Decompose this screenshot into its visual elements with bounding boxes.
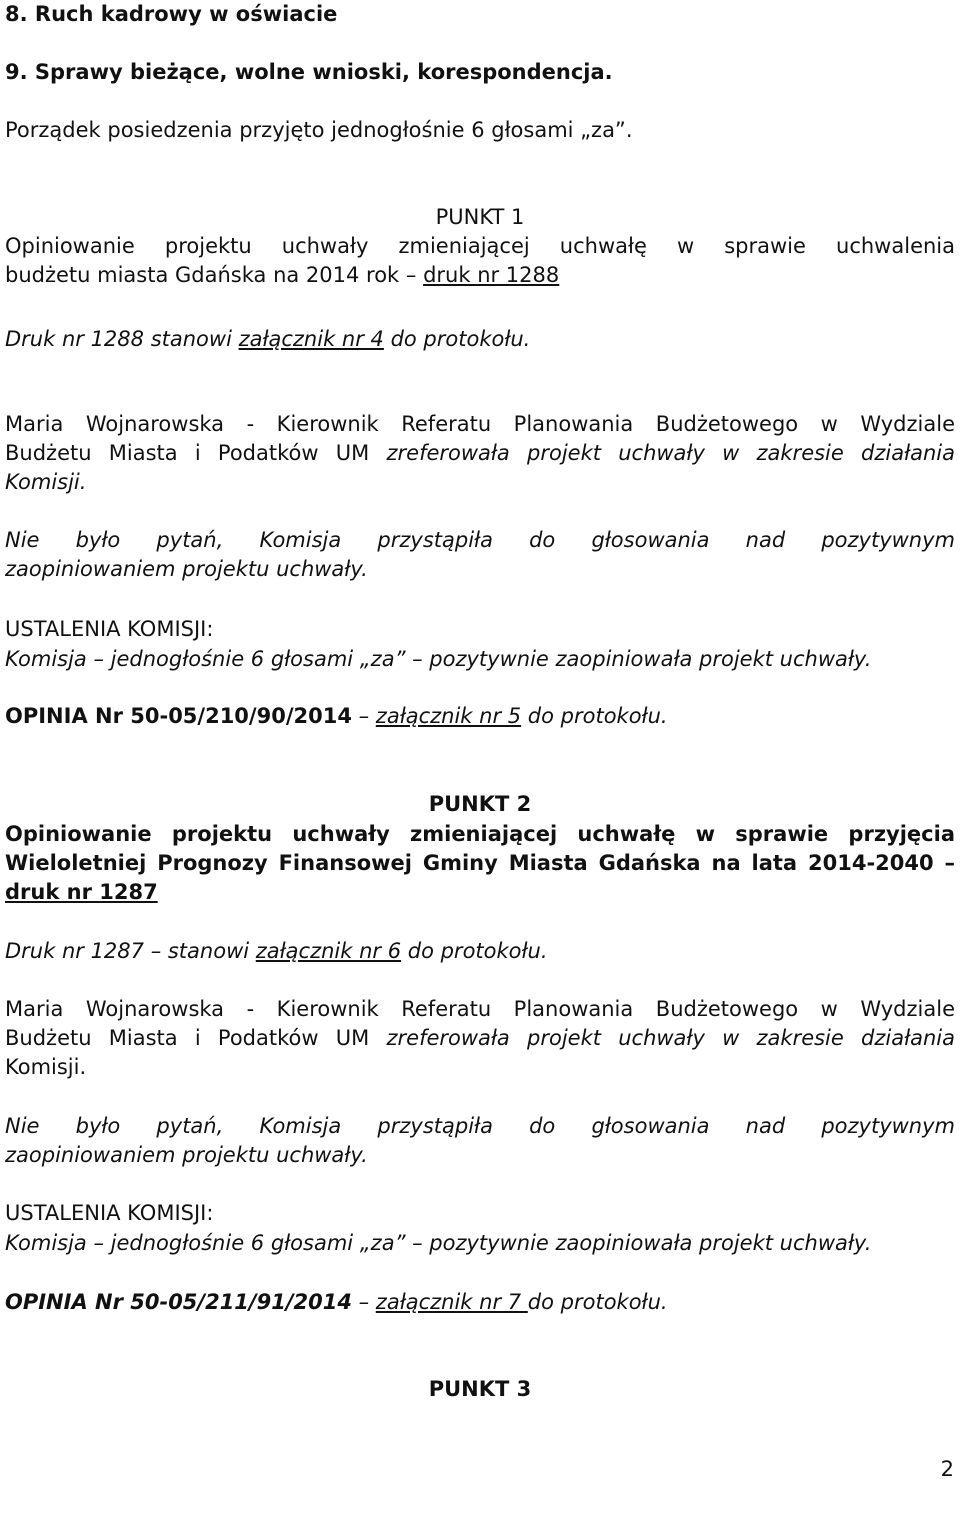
page-number: 2 xyxy=(940,1457,954,1481)
agenda-item-8: 8. Ruch kadrowy w oświacie xyxy=(5,2,338,26)
punkt1-questions: Nie było pytań, Komisja przystąpiła do głosowania nad pozytywnym zaopiniowaniem projektu uchwały. xyxy=(5,528,955,581)
punkt2-druk-note: Druk nr 1287 – stanowi załącznik nr 6 do protokołu. xyxy=(5,939,548,963)
punkt1-attachment-5-link: załącznik nr 5 xyxy=(375,704,522,728)
agenda-item-9: 9. Sprawy bieżące, wolne wnioski, korespondencja. xyxy=(5,60,613,84)
punkt2-title-line1: Opiniowanie projektu uchwały zmieniającej uchwałę w sprawie przyjęcia xyxy=(5,822,955,846)
punkt1-ustalenia-heading: USTALENIA KOMISJI: xyxy=(5,617,214,641)
punkt2-title-line2: Wieloletniej Prognozy Finansowej Gminy Miasta Gdańska na lata 2014-2040 – xyxy=(5,851,955,875)
punkt1-druk-note: Druk nr 1288 stanowi załącznik nr 4 do protokołu. xyxy=(5,327,531,351)
punkt2-opinion-number: OPINIA Nr 50-05/211/91/2014 xyxy=(5,1290,352,1314)
punkt1-speaker-name: Budżetu Miasta i Podatków UM xyxy=(5,441,370,465)
punkt1-title xyxy=(5,232,955,290)
punkt2-decision: Komisja – jednogłośnie 6 głosami „za” – pozytywnie zaopiniowała projekt uchwały. xyxy=(5,1231,872,1255)
punkt1-title-line1: Opiniowanie projektu uchwały zmieniającej uchwałę w sprawie uchwalenia xyxy=(5,234,955,258)
punkt1-speaker xyxy=(5,410,955,497)
agenda-approval: Porządek posiedzenia przyjęto jednogłośnie 6 głosami „za”. xyxy=(5,118,633,142)
punkt2-speaker-name: Budżetu Miasta i Podatków UM xyxy=(5,1026,370,1050)
punkt1-druk-ref: druk nr 1288 xyxy=(423,263,560,287)
punkt2-speaker-action: zreferowała projekt uchwały w zakresie działania xyxy=(369,1026,956,1050)
punkt2-opinion: OPINIA Nr 50-05/211/91/2014 – załącznik nr 7 do protokołu. xyxy=(5,1290,668,1314)
punkt3-heading: PUNKT 3 xyxy=(428,1377,532,1401)
punkt2-heading: PUNKT 2 xyxy=(428,792,532,816)
punkt1-title-line2: budżetu miasta Gdańska na 2014 rok – xyxy=(5,263,424,287)
punkt2-attachment-7-link: załącznik nr 7 xyxy=(375,1290,528,1314)
punkt2-speaker-line1: Maria Wojnarowska - Kierownik Referatu Planowania Budżetowego w Wydziale xyxy=(5,997,955,1021)
punkt1-decision: Komisja – jednogłośnie 6 głosami „za” – pozytywnie zaopiniowała projekt uchwały. xyxy=(5,647,872,671)
punkt2-attachment-6-link: załącznik nr 6 xyxy=(255,939,402,963)
punkt1-speaker-action: zreferowała projekt uchwały w zakresie działania xyxy=(369,441,956,465)
punkt1-opinion: OPINIA Nr 50-05/210/90/2014 – załącznik nr 5 do protokołu. xyxy=(5,704,668,728)
punkt2-speaker-line3: Komisji. xyxy=(5,1055,87,1079)
punkt2-questions: Nie było pytań, Komisja przystąpiła do głosowania nad pozytywnym zaopiniowaniem projektu uchwały. xyxy=(5,1114,955,1167)
punkt2-speaker xyxy=(5,995,955,1082)
punkt1-heading: PUNKT 1 xyxy=(435,205,525,229)
punkt1-attachment-4-link: załącznik nr 4 xyxy=(238,327,384,351)
punkt1-opinion-number: OPINIA Nr 50-05/210/90/2014 xyxy=(5,704,352,728)
punkt1-speaker-line1: Maria Wojnarowska - Kierownik Referatu Planowania Budżetowego w Wydziale xyxy=(5,412,955,436)
punkt2-druk-ref: druk nr 1287 xyxy=(5,880,158,904)
punkt2-title xyxy=(5,820,955,907)
punkt1-speaker-line3: Komisji. xyxy=(5,470,87,494)
punkt2-ustalenia-heading: USTALENIA KOMISJI: xyxy=(5,1201,214,1225)
